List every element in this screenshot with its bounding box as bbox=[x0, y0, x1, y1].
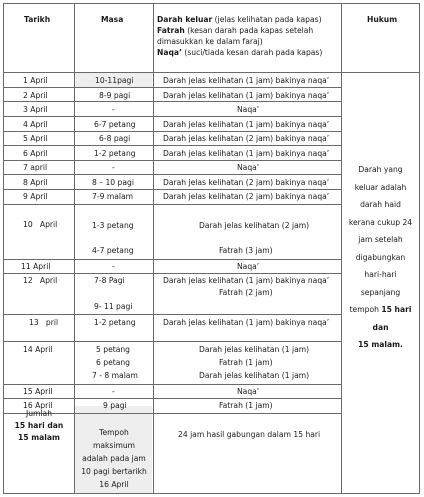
hukum-line: keluar adalah bbox=[354, 182, 407, 192]
header-tarikh: Tarikh bbox=[24, 15, 51, 24]
row-divider bbox=[3, 189, 341, 190]
hukum-line: hari-hari bbox=[364, 270, 397, 279]
cell-keterangan: Naqa’ bbox=[237, 105, 260, 114]
cell-masa: 6 petang bbox=[96, 358, 131, 367]
cell-keterangan: Darah jelas kelihatan (2 jam) bbox=[199, 221, 310, 230]
cell-tarikh: 1 April bbox=[23, 76, 48, 85]
hukum-15-hari: 15 hari bbox=[381, 305, 412, 314]
row-divider bbox=[3, 314, 341, 315]
cell-tarikh: 13 pril bbox=[29, 318, 59, 327]
header-darah-line bbox=[157, 14, 322, 25]
cell-keterangan: Naqa’ bbox=[237, 387, 260, 396]
cell-tarikh: 12 April bbox=[23, 276, 58, 285]
col-divider bbox=[74, 3, 75, 494]
border-top bbox=[3, 3, 420, 4]
darah-desc: (jelas kelihatan pada kapas) bbox=[212, 15, 322, 24]
cell-keterangan: Darah jelas kelihatan (2 jam) bakinya naqa’ bbox=[163, 192, 330, 201]
header-keterangan bbox=[157, 14, 322, 58]
cell-keterangan: Darah jelas kelihatan (2 jam) bakinya naqa’ bbox=[163, 134, 330, 143]
cell-masa: 7-9 malam bbox=[92, 192, 134, 201]
header-masa: Masa bbox=[101, 15, 124, 24]
summary-hari: 15 hari dan bbox=[14, 421, 64, 430]
cell-tarikh: 10 April bbox=[23, 220, 58, 229]
summary-jumlah: Jumlah bbox=[25, 409, 53, 418]
cell-masa: 10-11pagi bbox=[95, 76, 134, 85]
hukum-line: 15 malam. bbox=[358, 340, 403, 349]
cell-tarikh: 5 April bbox=[23, 134, 48, 143]
cell-keterangan: Darah jelas kelihatan (1 jam) bakinya naqa’ bbox=[163, 91, 330, 100]
cell-tarikh: 3 April bbox=[23, 105, 48, 114]
cell-masa: 1-3 petang bbox=[92, 221, 134, 230]
cell-keterangan: Fatrah (2 jam) bbox=[219, 288, 273, 297]
row-divider bbox=[3, 384, 341, 385]
cell-masa: - bbox=[112, 387, 115, 396]
cell-keterangan: Darah jelas kelihatan (1 jam) bakinya naqa’ bbox=[163, 149, 330, 158]
naqa-label: Naqa’ bbox=[157, 48, 182, 57]
cell-tarikh: 9 April bbox=[23, 192, 48, 201]
row-divider bbox=[3, 101, 341, 102]
hukum-line: digabungkan bbox=[355, 252, 406, 262]
cell-keterangan: Darah jelas kelihatan (1 jam) bakinya naqa’ bbox=[163, 76, 330, 85]
cell-keterangan: Darah jelas kelihatan (2 jam) bakinya naqa’ bbox=[163, 178, 330, 187]
cell-masa: 1-2 petang bbox=[94, 318, 136, 327]
hukum-line: dan bbox=[372, 322, 389, 332]
cell-tarikh: 11 April bbox=[21, 262, 51, 271]
hukum-line bbox=[342, 301, 419, 319]
summary-masa bbox=[75, 426, 153, 491]
row-divider bbox=[3, 116, 341, 117]
summary-masa-line: maksimum bbox=[92, 441, 136, 450]
row-divider bbox=[3, 273, 341, 274]
border-right bbox=[419, 3, 420, 494]
col-divider bbox=[153, 3, 154, 494]
summary-keterangan: 24 jam hasil gabungan dalam 15 hari bbox=[178, 430, 321, 439]
cell-tarikh: 14 April bbox=[23, 345, 53, 354]
cell-keterangan: Naqa’ bbox=[237, 262, 260, 271]
summary-masa-line: 10 pagi bertarikh bbox=[81, 467, 147, 476]
summary-tarikh bbox=[4, 408, 74, 444]
summary-masa-line: Tempoh bbox=[99, 428, 129, 437]
cell-masa: 8 – 10 pagi bbox=[92, 178, 134, 187]
hukum-line: darah haid bbox=[360, 200, 401, 209]
row-divider bbox=[3, 259, 341, 260]
cell-masa: 7 - 8 malam bbox=[92, 371, 138, 380]
row-divider bbox=[3, 131, 341, 132]
hukum-line: Darah yang bbox=[358, 165, 403, 174]
cell-keterangan: Darah jelas kelihatan (1 jam) bakinya naqa’ bbox=[163, 120, 330, 129]
cell-masa: 6-7 petang bbox=[94, 120, 136, 129]
summary-masa-line: adalah pada jam bbox=[82, 454, 146, 463]
hukum-tempoh: tempoh bbox=[349, 305, 382, 314]
cell-masa: 7-8 Pagi bbox=[94, 276, 125, 285]
cell-masa: - bbox=[112, 163, 115, 172]
summary-masa-line: 16 April bbox=[99, 480, 129, 489]
cell-masa: 4-7 petang bbox=[92, 246, 134, 255]
header-fatrah-line bbox=[157, 25, 322, 36]
row-divider bbox=[3, 160, 341, 161]
cell-tarikh: 7 april bbox=[23, 163, 48, 172]
row-divider bbox=[3, 204, 341, 205]
haid-table bbox=[3, 3, 420, 494]
cell-masa: - bbox=[112, 105, 115, 114]
cell-masa: 1-2 petang bbox=[94, 149, 136, 158]
cell-keterangan: Darah jelas kelihatan (1 jam) bakinya naqa’ bbox=[163, 318, 330, 327]
cell-masa: 6-8 pagi bbox=[99, 134, 131, 143]
cell-keterangan: Fatrah (1 jam) bbox=[219, 401, 273, 410]
fatrah-desc: (kesan darah pada kapas setelah bbox=[184, 26, 314, 35]
cell-tarikh: 6 April bbox=[23, 149, 48, 158]
summary-malam: 15 malam bbox=[18, 433, 60, 442]
cell-masa: 9 pagi bbox=[103, 401, 127, 410]
header-fatrah-line2: dimasukkan ke dalam faraj) bbox=[157, 37, 263, 46]
cell-masa: - bbox=[112, 262, 115, 271]
cell-masa: 8-9 pagi bbox=[99, 91, 131, 100]
hukum-line: sepanjang bbox=[360, 287, 401, 297]
cell-tarikh: 4 April bbox=[23, 120, 48, 129]
border-bottom bbox=[3, 493, 420, 494]
cell-keterangan: Naqa’ bbox=[237, 163, 260, 172]
cell-keterangan: Darah jelas kelihatan (1 jam) bbox=[199, 371, 310, 380]
darah-label: Darah keluar bbox=[157, 15, 213, 24]
row-divider bbox=[3, 145, 341, 146]
naqa-desc: (suci/tiada kesan darah pada kapas) bbox=[181, 48, 323, 57]
row-divider bbox=[3, 87, 341, 88]
hukum-line: jam setelah bbox=[358, 235, 403, 244]
cell-keterangan: Darah jelas kelihatan (1 jam) bbox=[199, 345, 310, 354]
cell-tarikh: 16 April bbox=[23, 401, 53, 410]
header-naqa-line bbox=[157, 47, 322, 58]
row-divider bbox=[3, 174, 341, 175]
cell-masa: 9- 11 pagi bbox=[94, 302, 133, 311]
hukum-line: kerana cukup 24 bbox=[348, 217, 413, 227]
cell-keterangan: Fatrah (1 jam) bbox=[219, 358, 273, 367]
fatrah-label: Fatrah bbox=[157, 26, 185, 35]
cell-keterangan: Darah jelas kelihatan (1 jam) bakinya naqa’ bbox=[163, 276, 330, 285]
cell-tarikh: 2 April bbox=[23, 91, 48, 100]
row-divider bbox=[3, 341, 341, 342]
hukum-text bbox=[342, 161, 419, 354]
header-hukum: Hukum bbox=[367, 15, 398, 24]
cell-masa: 5 petang bbox=[96, 345, 131, 354]
row-divider bbox=[3, 398, 341, 399]
cell-tarikh: 15 April bbox=[23, 387, 53, 396]
cell-keterangan: Fatrah (3 jam) bbox=[219, 246, 273, 255]
border-header-bottom bbox=[3, 72, 420, 73]
cell-tarikh: 8 April bbox=[23, 178, 48, 187]
